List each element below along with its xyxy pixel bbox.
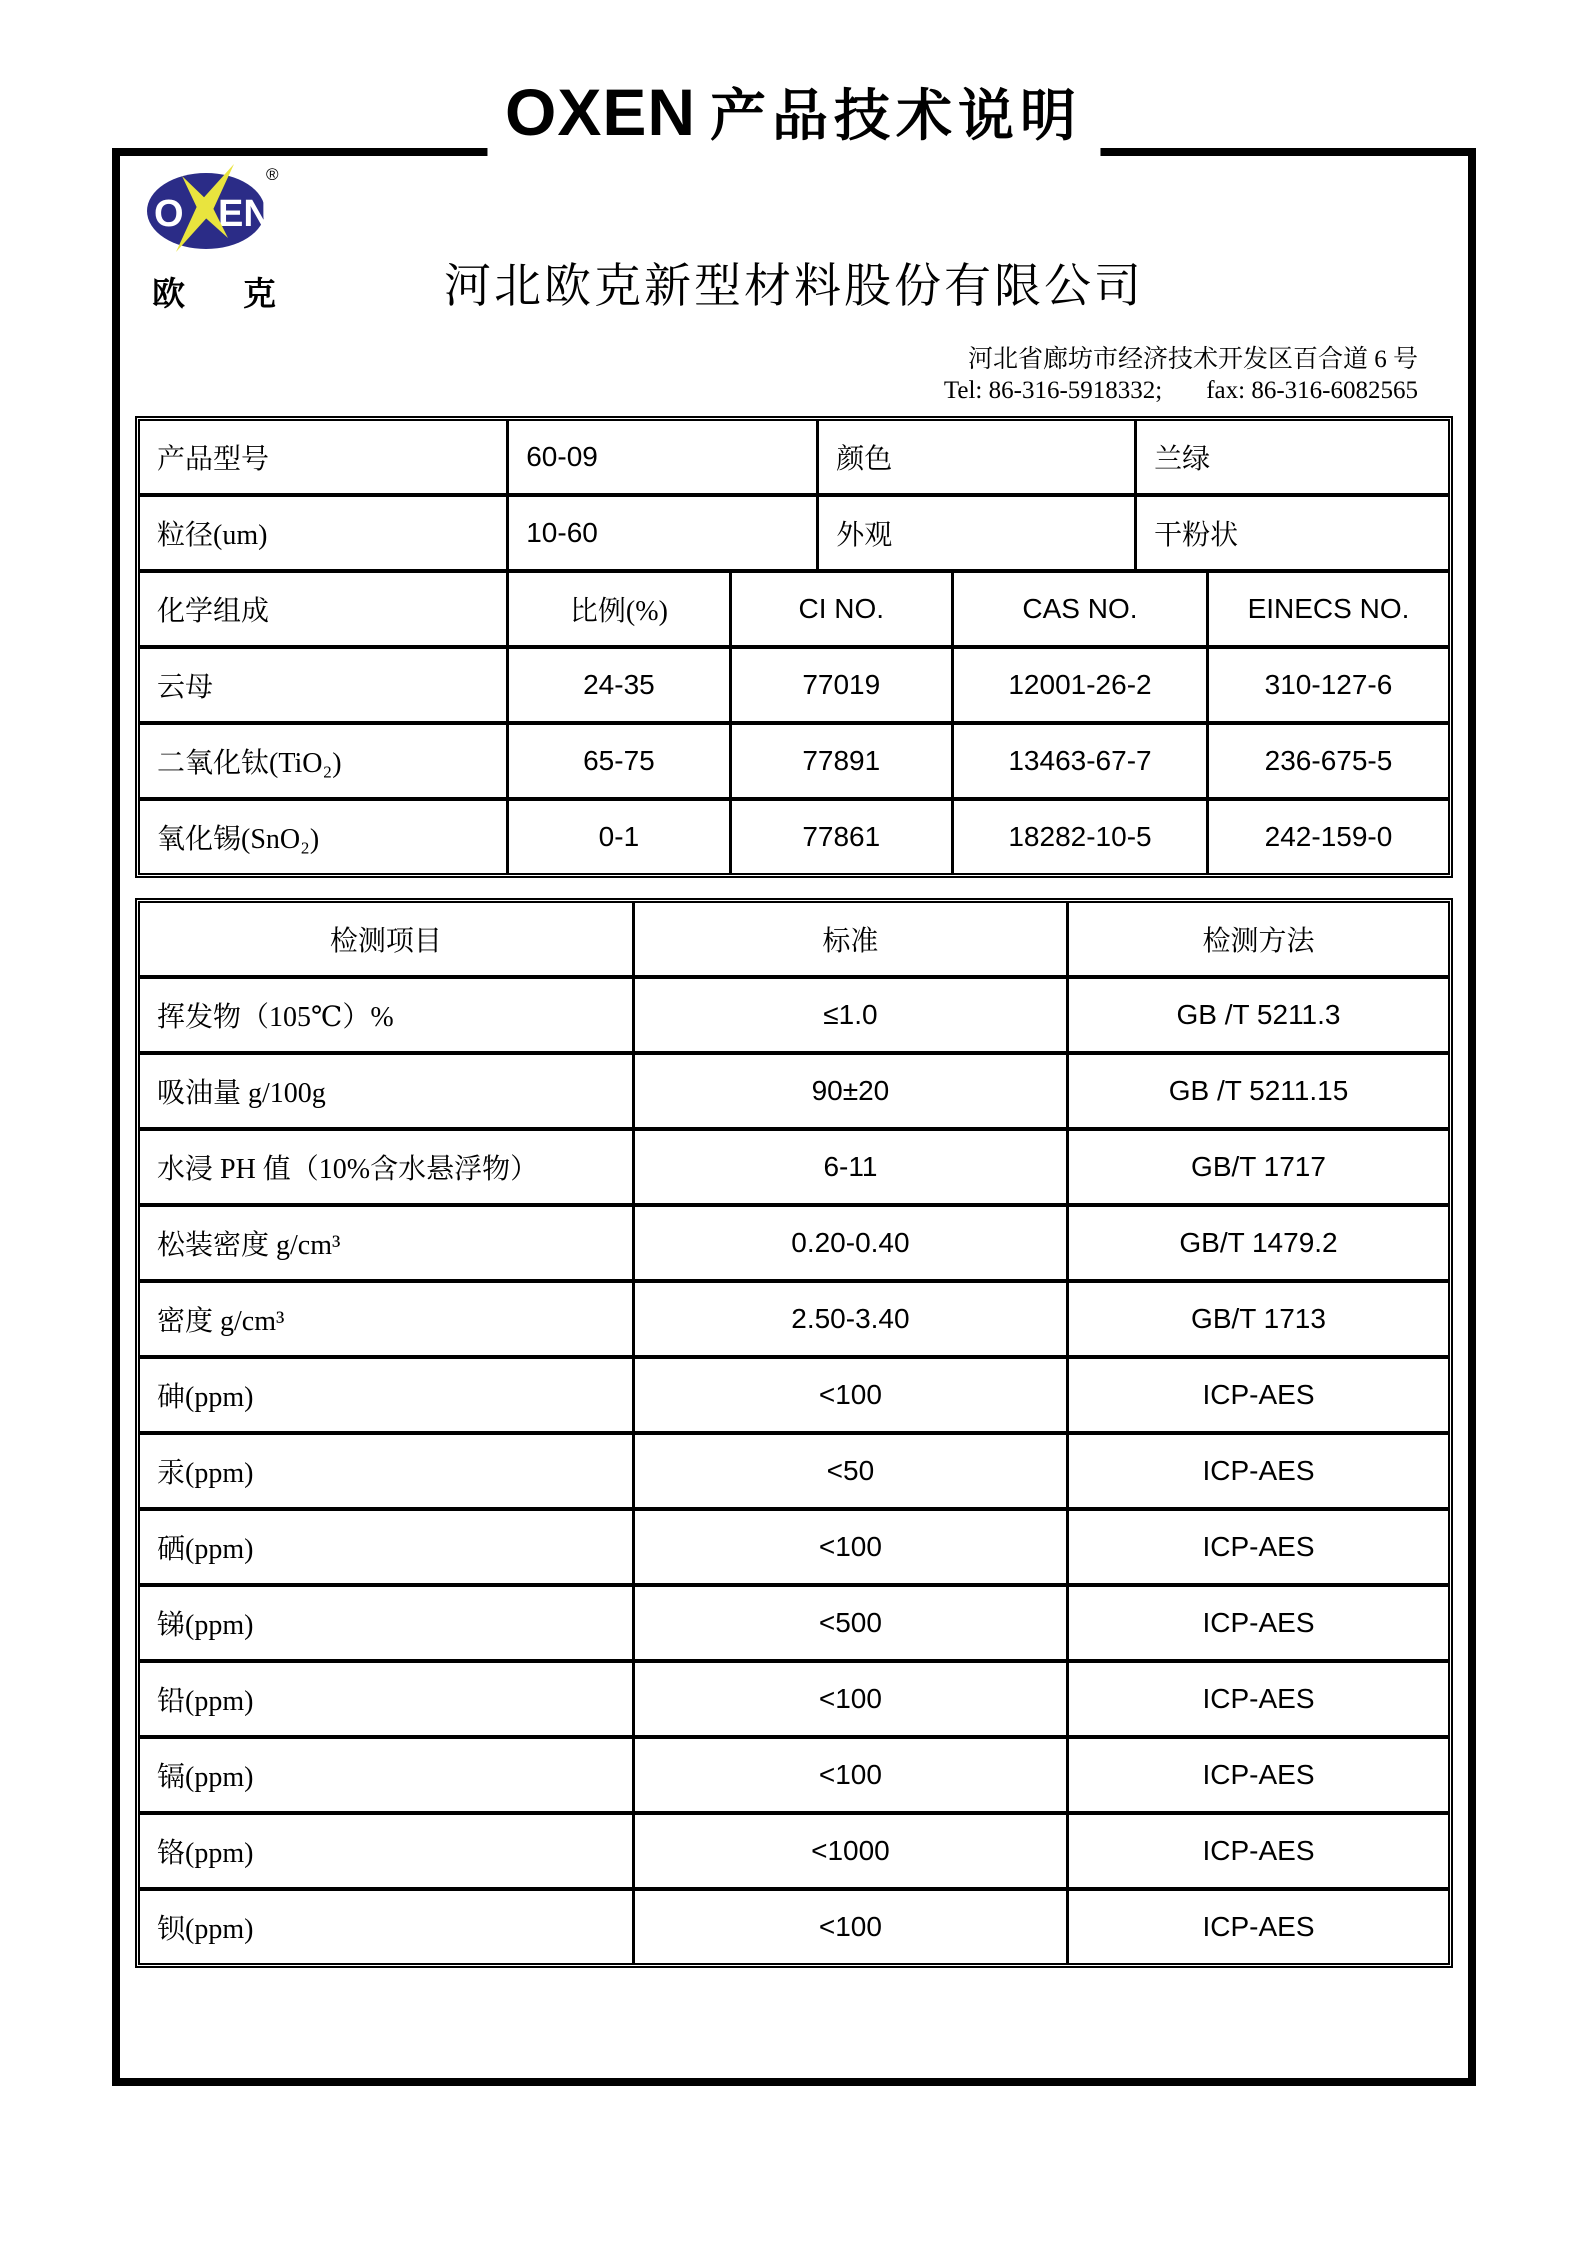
title-text — [487, 77, 1100, 166]
column-header: 比例(%) — [506, 573, 728, 645]
brand-name: OXEN — [504, 75, 697, 149]
column-header: EINECS NO. — [1206, 573, 1448, 645]
test-method: GB /T 5211.3 — [1066, 979, 1448, 1051]
table-row — [140, 1355, 1448, 1431]
title-suffix: 产品技术说明 — [710, 86, 1083, 148]
spec-value: 兰绿 — [1134, 421, 1448, 493]
test-item: 钡(ppm) — [157, 1914, 254, 1945]
ci-number: 77891 — [729, 725, 951, 797]
test-item: 松装密度 g/cm³ — [157, 1230, 341, 1261]
logo-letters-en: EN — [218, 193, 271, 235]
contact-line — [944, 375, 1418, 406]
test-standard: 90±20 — [632, 1055, 1066, 1127]
test-item: 锑(ppm) — [157, 1610, 254, 1641]
test-method: ICP-AES — [1066, 1435, 1448, 1507]
table-header-row — [140, 903, 1448, 975]
test-item: 铬(ppm) — [157, 1838, 254, 1869]
spec-label: 产品型号 — [157, 444, 270, 475]
cas-number: 13463-67-7 — [951, 725, 1206, 797]
registered-trademark-icon: ® — [266, 165, 279, 184]
test-item: 吸油量 g/100g — [157, 1078, 326, 1109]
test-method: ICP-AES — [1066, 1739, 1448, 1811]
spec-label: 外观 — [816, 497, 1134, 569]
column-header: CAS NO. — [951, 573, 1206, 645]
column-header: 检测方法 — [1066, 903, 1448, 975]
spec-value: 干粉状 — [1134, 497, 1448, 569]
logo-caption-right: 克 — [243, 275, 276, 312]
test-standard: 2.50-3.40 — [632, 1283, 1066, 1355]
test-method: ICP-AES — [1066, 1663, 1448, 1735]
component-name: 云母 — [157, 672, 214, 703]
spec-value: 60-09 — [506, 421, 816, 493]
test-method: ICP-AES — [1066, 1815, 1448, 1887]
table-row — [140, 721, 1448, 797]
table-row — [140, 1735, 1448, 1811]
table-row — [140, 797, 1448, 873]
column-header: CI NO. — [729, 573, 951, 645]
document-title — [0, 0, 1587, 152]
test-item: 汞(ppm) — [157, 1458, 254, 1489]
test-method: GB/T 1717 — [1066, 1131, 1448, 1203]
component-ratio: 0-1 — [506, 801, 728, 873]
test-method: GB/T 1479.2 — [1066, 1207, 1448, 1279]
test-method: ICP-AES — [1066, 1359, 1448, 1431]
test-standard: <50 — [632, 1435, 1066, 1507]
company-address-block — [944, 344, 1418, 406]
test-standard: ≤1.0 — [632, 979, 1066, 1051]
column-header: 化学组成 — [157, 596, 270, 627]
table-row — [140, 1279, 1448, 1355]
table-row — [140, 1659, 1448, 1735]
einecs-number: 236-675-5 — [1206, 725, 1448, 797]
component-ratio: 65-75 — [506, 725, 728, 797]
table-row — [140, 1507, 1448, 1583]
test-standard: <100 — [632, 1891, 1066, 1963]
test-method: GB /T 5211.15 — [1066, 1055, 1448, 1127]
tel-number: Tel: 86-316-5918332; — [943, 377, 1163, 404]
test-item: 镉(ppm) — [157, 1762, 254, 1793]
company-name: 河北欧克新型材料股份有限公司 — [444, 261, 1144, 313]
table-row — [140, 1811, 1448, 1887]
einecs-number: 310-127-6 — [1206, 649, 1448, 721]
einecs-number: 242-159-0 — [1206, 801, 1448, 873]
table-row — [140, 1203, 1448, 1279]
test-item: 铅(ppm) — [157, 1686, 254, 1717]
logo-caption-left: 欧 — [152, 275, 185, 312]
test-standard: <500 — [632, 1587, 1066, 1659]
logo-letter-o: O — [154, 193, 184, 235]
test-item: 砷(ppm) — [157, 1382, 254, 1413]
test-item: 水浸 PH 值（10%含水悬浮物） — [157, 1154, 539, 1185]
test-method: GB/T 1713 — [1066, 1283, 1448, 1355]
ci-number: 77861 — [729, 801, 951, 873]
table-row — [140, 1051, 1448, 1127]
column-header: 检测项目 — [329, 926, 442, 957]
test-item: 挥发物（105℃）% — [157, 1002, 394, 1033]
document-header — [120, 156, 1468, 416]
test-method: ICP-AES — [1066, 1511, 1448, 1583]
test-standard: 6-11 — [632, 1131, 1066, 1203]
spec-value: 10-60 — [506, 497, 816, 569]
test-method: ICP-AES — [1066, 1587, 1448, 1659]
cas-number: 12001-26-2 — [951, 649, 1206, 721]
component-name: 二氧化钛(TiO₂) — [157, 748, 342, 779]
test-standard: 0.20-0.40 — [632, 1207, 1066, 1279]
test-table — [135, 898, 1453, 1968]
table-header-row — [140, 569, 1448, 645]
fax-number: fax: 86-316-6082565 — [1206, 377, 1418, 404]
table-row — [140, 975, 1448, 1051]
spec-label: 颜色 — [816, 421, 1134, 493]
table-row — [140, 1431, 1448, 1507]
test-item: 密度 g/cm³ — [157, 1306, 285, 1337]
component-name: 氧化锡(SnO₂) — [157, 824, 320, 855]
column-header: 标准 — [632, 903, 1066, 975]
table-row — [140, 1583, 1448, 1659]
oxen-logo-image — [140, 162, 310, 257]
table-row — [140, 645, 1448, 721]
test-standard: <1000 — [632, 1815, 1066, 1887]
product-spec-table — [135, 416, 1453, 878]
table-row — [140, 1127, 1448, 1203]
test-standard: <100 — [632, 1739, 1066, 1811]
document-frame — [112, 148, 1476, 2086]
test-item: 硒(ppm) — [157, 1534, 254, 1565]
test-standard: <100 — [632, 1663, 1066, 1735]
test-standard: <100 — [632, 1511, 1066, 1583]
test-method: ICP-AES — [1066, 1891, 1448, 1963]
table-row — [140, 493, 1448, 569]
address-line: 河北省廊坊市经济技术开发区百合道 6 号 — [967, 346, 1418, 373]
component-ratio: 24-35 — [506, 649, 728, 721]
table-row — [140, 421, 1448, 493]
cas-number: 18282-10-5 — [951, 801, 1206, 873]
test-standard: <100 — [632, 1359, 1066, 1431]
ci-number: 77019 — [729, 649, 951, 721]
spec-label: 粒径(um) — [157, 520, 268, 551]
table-row — [140, 1887, 1448, 1963]
